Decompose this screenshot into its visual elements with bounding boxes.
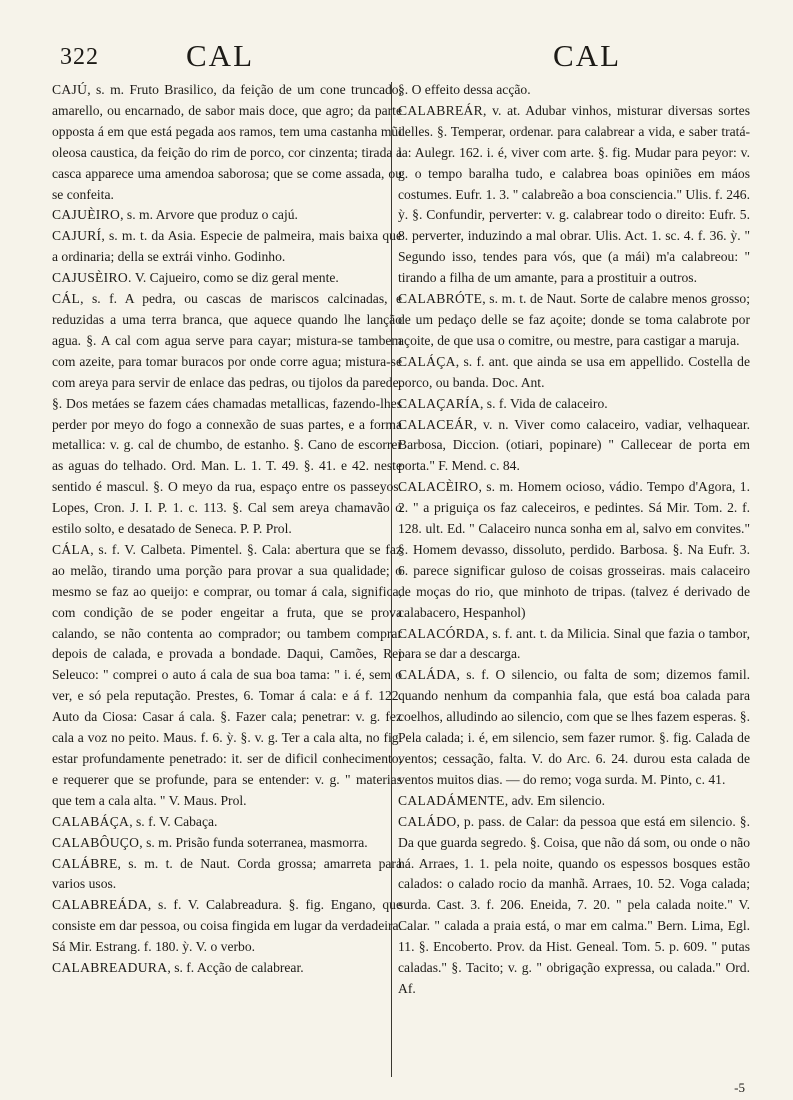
entry-definition: , p. pass. de Calar: da pessoa que está em silencio. §. Da que guarda segredo. §. Coisa, que não dá som, ou onde o não há. Arraes, 1. 1. pela noite, quando os espessos bosques estão calados: o calado rocio da manhã. Arraes, 10. 52. Voga calada; surda. Cast. 3. f. 206. Eneida, 7. 20. " pela calada noite." V. Calar. " calada a praia está, o mar em calma." Bern. Lima, Egl. 11. §. Encoberto. Prov. da Hist. Geneal. Tom. 5. p. 609. " putas caladas." §. Tacito; v. g. " obrigação expressa, ou calada." Ord. Af. <box>398 813 750 996</box>
page-number: 322 <box>60 44 99 70</box>
dictionary-entry <box>398 477 750 623</box>
running-head-left: CAL <box>186 38 254 73</box>
entry-headword: CALÁDO <box>398 813 457 829</box>
entry-headword: CALABREÁDA <box>52 897 148 913</box>
dictionary-entry <box>398 415 750 478</box>
right-column <box>398 80 750 1080</box>
dictionary-entry <box>52 268 402 289</box>
entry-definition: , s. f. O silencio, ou falta de som; dizemos famil. quando nenhum da companhia fala, que está boa calada para coelhos, alludindo ao silencio, com que se lhes fazem esperas. §. Pela calada; i. é, em silencio, sem fazer rumor. §. fig. Calada de ventos; cessação, falta. V. do Arc. 6. 24. durou esta calada de ventos muitos dias. — do remo; voga surda. M. Pinto, c. 41. <box>398 667 750 787</box>
entry-headword: CAJÚ <box>52 82 88 97</box>
dictionary-entry <box>52 854 402 896</box>
dictionary-entry <box>52 833 402 854</box>
entry-headword: CALABRÓTE <box>398 291 483 307</box>
entry-definition: V. Cajueiro, como se diz geral mente. <box>131 270 339 286</box>
dictionary-entry <box>52 812 402 833</box>
entry-definition: §. O effeito dessa acção. <box>398 82 531 97</box>
entry-headword: CÁL <box>52 291 81 307</box>
running-head-right: CAL <box>553 38 621 73</box>
dictionary-entry <box>52 205 402 226</box>
entry-definition: , s. m. t. da Asia. Especie de palmeira, mais baixa que a ordinaria; della se extrái vinho. Godinho. <box>52 228 402 265</box>
entry-definition: , s. m. Fruto Brasilico, da feição de um cone truncado, amarello, ou encarnado, de sabor mais doce, que agro; da parte opposta á em que está pegada aos ramos, tem uma castanha mũi oleosa caustica, da feição do rim de porco, cor cinzenta; tirada a casca apparece uma amendoa saborosa; que se come assada, ou se confeita. <box>52 82 402 202</box>
entry-definition: , s. f. V. Calbeta. Pimentel. §. Cala: abertura que se faz ao melão, tirando uma porção para provar a sua qualidade; o mesmo se faz ao queijo: e comprar, ou tomar á cala, significa, com condição de se poder engeitar a fruta, que se prova calando, se não contenta ao comprador; ou tambem comprar depois de calada, e provada a bondade. Daqui, Camões, Rei Seleuco: " comprei o auto á cala de sua boa tama: " i. é, sem o ver, e só pela reputação. Prestes, 6. Tomar á cala: e á f. 122. Auto da Ciosa: Casar á cala. §. Fazer cala; penetrar: v. g. fez cala a voz no peito. Maus. f. 6. ỳ. §. v. g. Ter a cala alta, no fig. estar profundamente penetrado: it. ser de dificil conhecimento, e requerer que se profunde, para se entender: v. g. " materias que tem a cala alta. " V. Maus. Prol. <box>52 541 402 808</box>
entry-definition: , s. m. Arvore que produz o cajú. <box>120 207 298 223</box>
entry-definition: , s. f. V. Calabreadura. §. fig. Engano, que consiste em dar pessoa, ou coisa fingida em lugar da verdadeira. Sá Mir. Estrang. f. 180. ỳ. V. o verbo. <box>52 897 402 955</box>
entry-definition: , v. at. Adubar vinhos, misturar diversas sortes delles. §. Temperar, ordenar. para calabrear a vida, e saber tratá-la: Aulegr. 162. i. é, viver com arte. §. fig. Mudar para peyor: v. g. o tempo baralha tudo, e calabrea boas opiniões em máos costumes. Eufr. 1. 3. " calabreão a boa consciencia." Ulis. f. 246. ỳ. §. Confundir, perverter: v. g. calabrear todo o direito: Eufr. 5. 8. perverter, induzindo a mal obrar. Ulis. Act. 1. sc. 4. f. 36. ỳ. " Segundo isso, tendes para vós, que (a mái) m'a calabreou: " tirando a filha de um amante, para a prostituir a outros. <box>398 102 750 286</box>
dictionary-entry <box>52 226 402 268</box>
entry-headword: CALABREÁR <box>398 102 484 118</box>
entry-definition: , s. m. t. de Naut. Sorte de calabre menos grosso; de um pedaço delle se faz açoite; donde se toma calabrote por açoite, de que usa o comitre, ou mestre, para castigar a maruja. <box>398 291 750 348</box>
entry-definition: , adv. Em silencio. <box>504 792 606 808</box>
entry-headword: CÁLA <box>52 541 91 557</box>
entry-definition: , s. m. t. de Naut. Corda grossa; amarreta para varios usos. <box>52 855 402 892</box>
entry-definition: , s. m. Prisão funda soterranea, masmorra. <box>139 834 368 850</box>
dictionary-entry <box>398 352 750 394</box>
dictionary-entry <box>398 394 750 415</box>
dictionary-entry <box>52 958 402 979</box>
entry-headword: CALACÓRDA <box>398 625 486 641</box>
entry-definition: , s. f. Acção de calabrear. <box>167 960 304 976</box>
dictionary-entry <box>398 665 750 790</box>
dictionary-entry <box>52 895 402 958</box>
entry-headword: CALABREADURA <box>52 960 168 976</box>
dictionary-entry <box>52 540 402 812</box>
dictionary-entry <box>52 80 402 205</box>
catchword: -5 <box>734 1080 745 1095</box>
entry-headword: CALADÁMENTE <box>398 792 505 808</box>
entry-definition: , s. f. ant. que ainda se usa em appellido. Costella de porco, ou banda. Doc. Ant. <box>398 353 750 390</box>
entry-definition: , s. f. ant. t. da Milicia. Sinal que fazia o tambor, para se dar a descarga. <box>398 625 750 662</box>
entry-headword: CALÁDA <box>398 667 457 683</box>
entry-definition: , s. m. Homem ocioso, vádio. Tempo d'Agora, 1. 2. " a priguiça os faz caleceiros, e pedintes. Sá Mir. Tom. 2. f. 128. ult. Ed. " Calaceiro nunca sonha em al, salvo em convites." §. Homem devasso, dissoluto, perdido. Barbosa. §. Na Eufr. 3. 6. parece significar guloso de coisas grosseiras. mais calaceiro de moças do rio, que minhoto de tripas. (talvez é derivado de calabacero, Hespanhol) <box>398 479 750 620</box>
entry-definition: , v. n. Viver como calaceiro, vadiar, velhaquear. Barbosa, Diccion. (otiari, popinare) " Callecear de porta em porta." F. Mend. c. 84. <box>398 416 750 474</box>
dictionary-entry <box>52 289 402 540</box>
entry-definition: , s. f. Vida de calaceiro. <box>480 395 608 411</box>
entry-headword: CALACEÁR <box>398 416 474 432</box>
left-column <box>52 80 402 1080</box>
entry-headword: CALAÇARÍA <box>398 395 480 411</box>
entry-definition: , s. f. A pedra, ou cascas de mariscos calcinadas, e reduzidas a uma terra branca, que aquece quando lhe lanção agua. §. A cal com agua serve para cayar; mistura-se tambem com azeite, para tomar buracos por onde corre agua; mistura-se com areya para servir de enlace das pedras, ou tijolos da parede. §. Dos metáes se fazem cáes chamadas metallicas, fazendo-lhes perder por meyo do fogo a connexão de suas partes, e a forma metallica: v. g. cal de chumbo, de estanho. §. Cano de escorrer as aguas do telhado. Ord. Man. L. 1. T. 49. §. 41. e 42. neste sentido é mascul. §. O meyo da rua, espaço entre os passeyos. Lopes, Cron. J. I. P. 1. c. 113. §. Cal sem areya chamavão o estilo solto, e desatado de Seneca. P. P. Prol. <box>52 291 402 537</box>
entry-headword: CAJURÍ <box>52 228 102 244</box>
dictionary-entry <box>398 791 750 812</box>
entry-headword: CAJUÈIRO <box>52 207 121 223</box>
dictionary-entry <box>398 101 750 289</box>
entry-headword: CALÁBRE <box>52 855 118 871</box>
entry-definition: , s. f. V. Cabaça. <box>129 813 218 829</box>
dictionary-entry <box>398 289 750 352</box>
dictionary-entry <box>398 80 750 101</box>
entry-headword: CALABÔUÇO <box>52 834 140 850</box>
entry-headword: CALACÈIRO <box>398 479 479 495</box>
entry-headword: CAJUSÈIRO. <box>52 270 132 286</box>
entry-headword: CALÁÇA <box>398 353 456 369</box>
dictionary-entry <box>398 624 750 666</box>
entry-headword: CALABÁÇA <box>52 813 130 829</box>
dictionary-entry <box>398 812 750 1000</box>
page-header <box>0 0 793 80</box>
